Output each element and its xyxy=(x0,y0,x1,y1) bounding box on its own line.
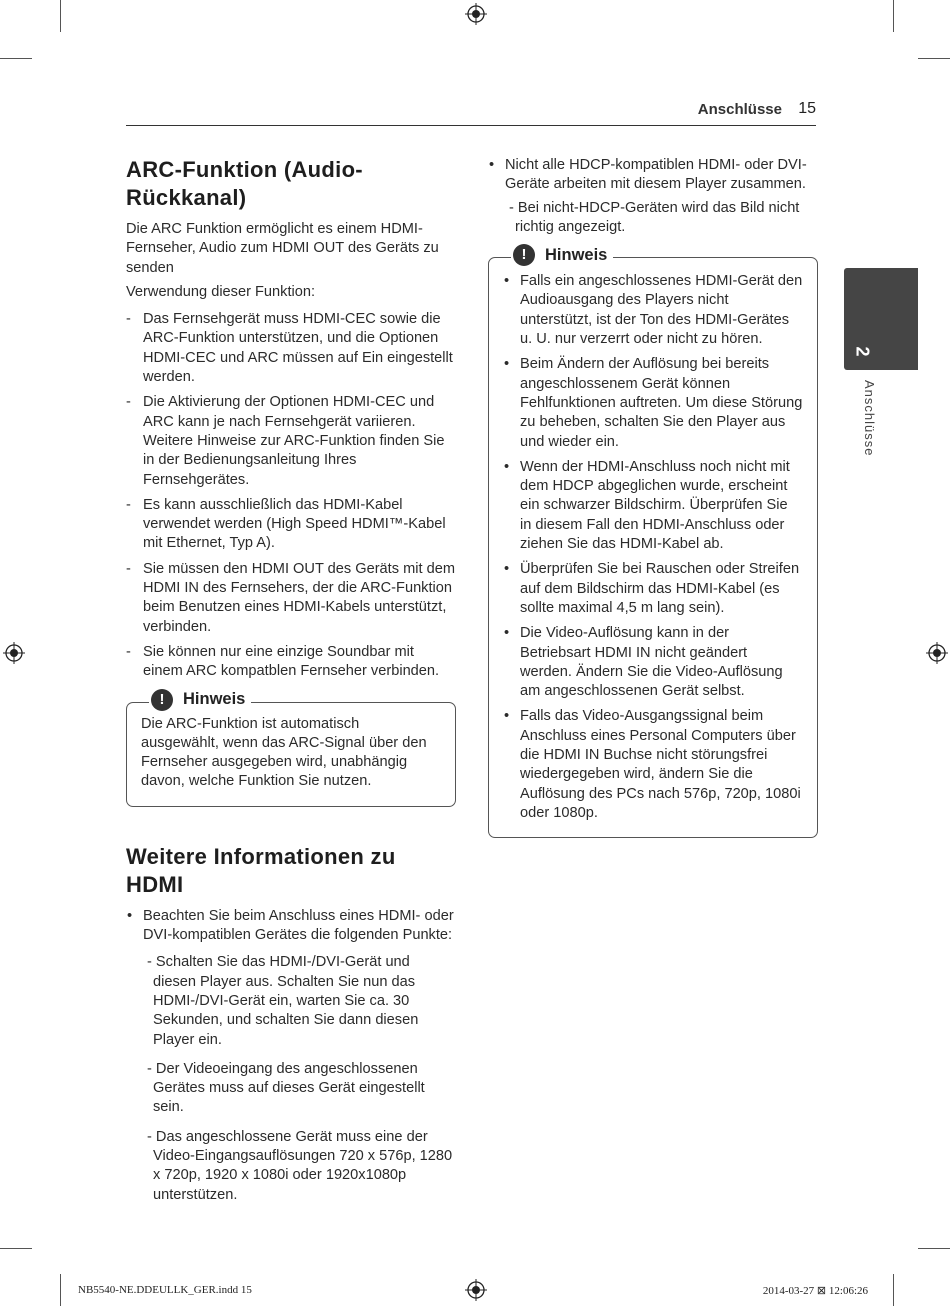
crop-mark xyxy=(918,58,950,59)
list-item: - Sie müssen den HDMI OUT des Geräts mit dem HDMI IN des Fernsehers, der die ARC-Funktion beim Benutzen eines HDMI-Kabels unterstützt, verbinden. xyxy=(126,560,456,637)
page-header xyxy=(126,98,816,126)
registration-mark-icon xyxy=(465,1279,487,1301)
note-title: Hinweis xyxy=(183,690,246,709)
list-item: • Nicht alle HDCP-kompatiblen HDMI- oder DVI-Geräte arbeiten mit diesem Player zusammen. xyxy=(488,156,818,195)
header-section-title: Anschlüsse xyxy=(697,101,782,118)
list-item: - Schalten Sie das HDMI-/DVI-Gerät und diesen Player aus. Schalten Sie nun das HDMI-/DVI-Gerät ein, warten Sie ca. 30 Sekunden, und schalten Sie dann diesen Player ein. xyxy=(126,953,456,1049)
right-column xyxy=(488,156,818,838)
crop-mark xyxy=(60,0,61,32)
arc-note-box xyxy=(126,690,456,807)
exclamation-icon: ! xyxy=(513,244,535,266)
crop-mark xyxy=(893,1274,894,1306)
list-item: - Es kann ausschließlich das HDMI-Kabel verwendet werden (High Speed HDMI™-Kabel mit Ethernet, Typ A). xyxy=(126,496,456,554)
footer-timestamp: 2014-03-27 ⊠ 12:06:26 xyxy=(762,1285,868,1297)
hdcp-sub-list xyxy=(488,199,818,238)
arc-requirements-list xyxy=(126,310,456,681)
hdcp-list xyxy=(488,156,818,195)
list-item: • Beim Ändern der Auflösung bei bereits angeschlossenem Gerät können Fehlfunktionen auftreten. Um diese Störung zu beheben, schalten Sie den Player aus und wieder ein. xyxy=(503,355,803,451)
hdmi-info-list xyxy=(126,907,456,946)
list-item: • Die Video-Auflösung kann in der Betriebsart HDMI IN nicht geändert werden. Ändern Sie die Video-Auflösung am angeschlossenen Gerät selbst. xyxy=(503,624,803,701)
hdmi-note-box xyxy=(488,245,818,838)
list-item: • Falls das Video-Ausgangssignal beim Anschluss eines Personal Computers über die HDMI IN Buchse nicht störungsfrei wiedergegeben wird, ändern Sie die Auflösung des PCs nach 576p, 720p, 1080i oder 1080p. xyxy=(503,707,803,823)
registration-mark-icon xyxy=(3,642,25,664)
list-item: - Die Aktivierung der Optionen HDMI-CEC und ARC kann je nach Fernsehgerät variieren. Weitere Hinweise zur ARC-Funktion finden Sie in der Bedienungsanleitung Ihres Fernsehgerätes. xyxy=(126,393,456,489)
arc-section-title: ARC-Funktion (Audio-Rückkanal) xyxy=(126,157,363,210)
chapter-number: 2 xyxy=(852,346,873,357)
note-text: Die ARC-Funktion ist automatisch ausgewählt, wenn das ARC-Signal über den Fernseher ausgegeben wird, unabhängig davon, welche Funktion Sie nutzen. xyxy=(141,715,427,790)
note-list xyxy=(503,272,803,823)
list-item: • Wenn der HDMI-Anschluss noch nicht mit dem HDCP abgeglichen wurde, erscheint ein schwarzer Bildschirm. Überprüfen Sie in diesem Fall den HDMI-Anschluss oder ziehen Sie das HDMI-Kabel ab. xyxy=(503,458,803,554)
crop-mark xyxy=(0,1248,32,1249)
note-header xyxy=(149,689,251,711)
hdmi-sub-list xyxy=(126,953,456,1205)
list-item: - Bei nicht-HDCP-Geräten wird das Bild nicht richtig angezeigt. xyxy=(488,199,818,238)
arc-intro-text: Die ARC Funktion ermöglicht es einem HDMI-Fernseher, Audio zum HDMI OUT des Geräts zu senden xyxy=(126,221,439,276)
footer-file-info: NB5540-NE.DDEULLK_GER.indd 15 xyxy=(78,1284,252,1296)
page-number: 15 xyxy=(798,100,816,117)
note-header xyxy=(511,244,613,266)
crop-mark xyxy=(60,1274,61,1306)
crop-mark xyxy=(0,58,32,59)
arc-usage-text: Verwendung dieser Funktion: xyxy=(126,283,316,300)
crop-mark xyxy=(918,1248,950,1249)
hdmi-section-title: Weitere Informationen zu HDMI xyxy=(126,843,396,897)
list-item: • Falls ein angeschlossenes HDMI-Gerät den Audioausgang des Players nicht unterstützt, ist der Ton des HDMI-Gerätes u. U. nur verzerrt oder nicht zu hören. xyxy=(503,272,803,349)
list-item: • Beachten Sie beim Anschluss eines HDMI- oder DVI-kompatiblen Gerätes die folgenden Punkte: xyxy=(126,907,456,946)
note-title: Hinweis xyxy=(545,245,608,264)
list-item: - Das angeschlossene Gerät muss eine der Video-Eingangsauflösungen 720 x 576p, 1280 x 720p, 1920 x 1080i oder 1920x1080p unterstützen. xyxy=(126,1128,456,1205)
list-item: - Das Fernsehgerät muss HDMI-CEC sowie die ARC-Funktion unterstützen, und die Optionen HDMI-CEC und ARC müssen auf Ein eingestellt werden. xyxy=(126,310,456,387)
crop-mark xyxy=(893,0,894,32)
left-column xyxy=(126,156,456,1215)
exclamation-icon: ! xyxy=(151,689,173,711)
list-item: • Überprüfen Sie bei Rauschen oder Streifen auf dem Bildschirm das HDMI-Kabel (es sollte maximal 4,5 m lang sein). xyxy=(503,560,803,618)
registration-mark-icon xyxy=(926,642,948,664)
registration-mark-icon xyxy=(465,3,487,25)
list-item: - Sie können nur eine einzige Soundbar mit einem ARC kompatblen Fernseher verbinden. xyxy=(126,643,456,682)
chapter-tab xyxy=(844,268,918,370)
chapter-label: Anschlüsse xyxy=(862,380,877,457)
list-item: - Der Videoeingang des angeschlossenen Gerätes muss auf dieses Gerät eingestellt sein. xyxy=(126,1060,456,1118)
